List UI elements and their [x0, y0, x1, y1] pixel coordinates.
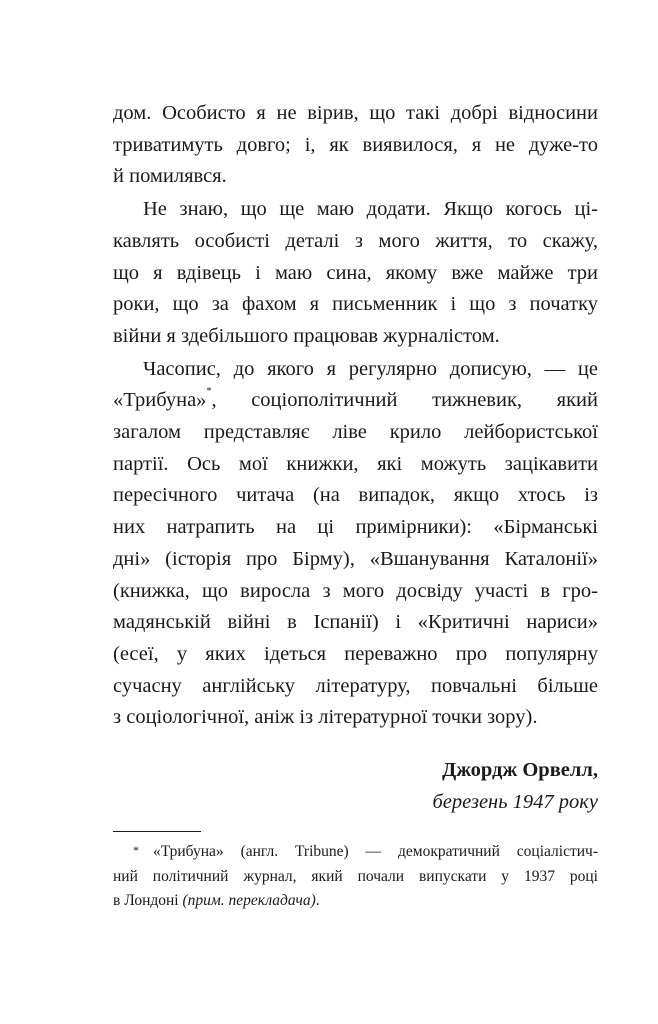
footnote-line — [113, 840, 598, 865]
footnote-reference: * — [206, 386, 212, 398]
text-line: них натрапить на ці примірники): «Бірманські — [113, 516, 598, 539]
main-text — [113, 98, 598, 734]
text-line: з соціологічної, аніж із літературної точки зору). — [113, 706, 538, 729]
text-line: триватимуть довго; і, як виявилося, я не дуже-то — [113, 133, 598, 156]
text-line: загалом представляє ліве крило лейбористської — [113, 421, 598, 444]
translator-note: (прим. перекладача) — [182, 892, 316, 909]
text-line: мадянській війні в Іспанії) і «Критичні нариси» — [113, 611, 598, 634]
text-line: партії. Ось мої книжки, які можуть зацікавити — [113, 452, 598, 475]
tribune-description: , соціополітичний тижневик, який — [211, 389, 598, 412]
footnote-text: в Лондоні — [113, 892, 183, 909]
signature-block — [432, 755, 598, 818]
text-line: Не знаю, що ще маю додати. Якщо когось ці- — [143, 198, 598, 221]
footnote-line: ний політичний журнал, який почали випускати у 1937 році — [113, 867, 598, 885]
text-line: пересічного читача (на випадок, якщо хтось із — [113, 484, 598, 507]
footnote-marker: * — [133, 843, 139, 857]
footnote-text: . — [315, 892, 320, 909]
text-line: (есеї, у яких ідеться переважно про популярну — [113, 642, 598, 665]
author-name: Джордж Орвелл, — [442, 759, 598, 781]
text-line: війни я здебільшого працював журналістом. — [113, 324, 500, 347]
text-line-with-footnote-ref — [113, 385, 598, 417]
text-line: Часопис, до якого я регулярно дописую, — це — [143, 357, 598, 380]
paragraph-3 — [113, 354, 598, 734]
text-line: сучасну англійську літературу, повчальні більше — [113, 674, 598, 697]
footnote-divider — [113, 831, 201, 832]
text-line: (книжка, що виросла з мого досвіду участі в гро- — [113, 579, 598, 602]
text-line: дом. Особисто я не вірив, що такі добрі відносини — [113, 102, 598, 124]
text-line: кавлять особисті деталі з мого життя, то скажу, — [113, 229, 598, 252]
paragraph-1 — [113, 98, 598, 193]
text-line: роки, що за фахом я письменник і що з початку — [113, 293, 598, 316]
tribune-title: «Трибуна» — [113, 389, 207, 412]
footnote — [113, 840, 598, 914]
signature-date: березень 1947 року — [432, 790, 598, 813]
footnote-line — [113, 889, 598, 914]
text-line: й помилявся. — [113, 165, 227, 188]
paragraph-2 — [113, 194, 598, 353]
text-line: дні» (історія про Бірму), «Вшанування Каталонії» — [113, 547, 598, 570]
footnote-text: «Трибуна» (англ. Tribune) — демократичний соціалістич- — [153, 843, 598, 860]
text-line: що я вдівець і маю сина, якому вже майже три — [113, 261, 598, 284]
